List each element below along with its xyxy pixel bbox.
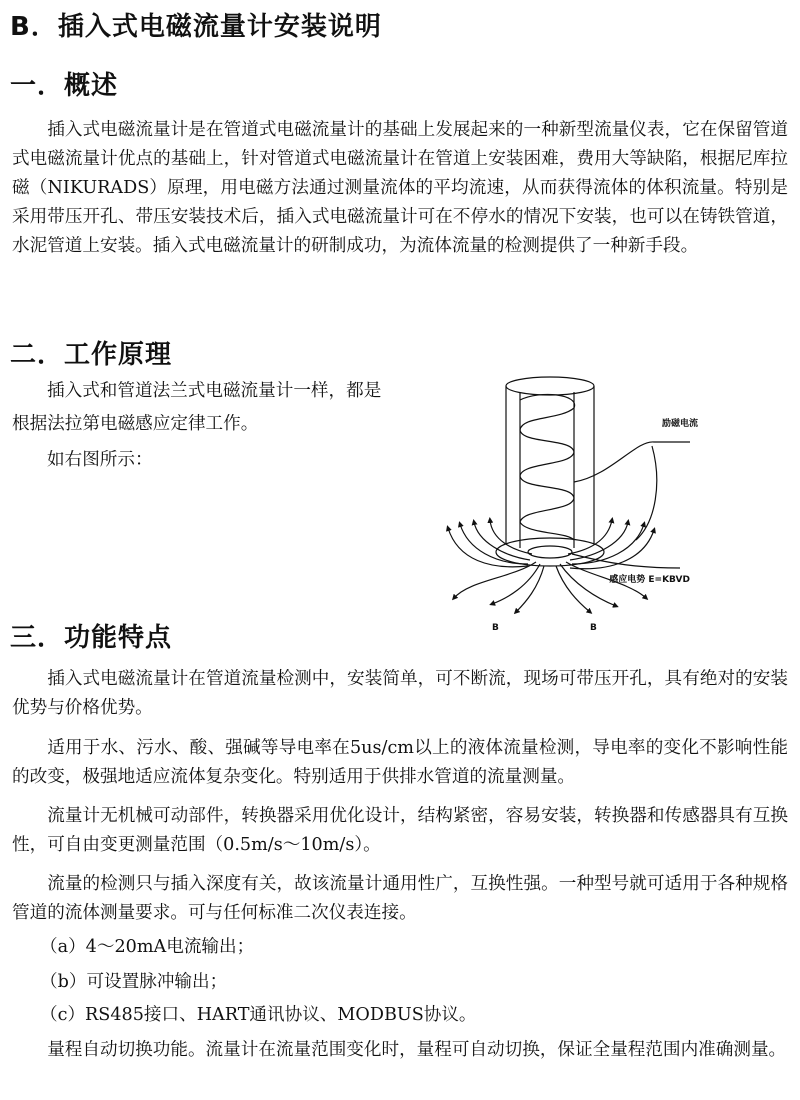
section-heading-principle: 二．工作原理	[10, 340, 173, 370]
features-paragraph-3: 流量计无机械可动部件，转换器采用优化设计，结构紧密，容易安装，转换器和传感器具有互换性，可自由变更测量范围（0.5m/s～10m/s）。	[12, 806, 788, 855]
field-line	[454, 562, 536, 598]
features-paragraph-4: 流量的检测只与插入深度有关，故该流量计通用性广，互换性强。一种型号就可适用于各种规格管道的流体测量要求。可与任何标准二次仪表连接。	[12, 874, 788, 923]
overview-paragraph: 插入式电磁流量计是在管道式电磁流量计的基础上发展起来的一种新型流量仪表，它在保留管道式电磁流量计优点的基础上，针对管道式电磁流量计在管道上安装困难，费用大等缺陷，根据尼库拉磁（NIKURADS）原理，用电磁方法通过测量流体的平均流速，从而获得流体的体积流量。特别是采用带压开孔、带压安装技术后，插入式电磁流量计可在不停水的情况下安装，也可以在铸铁管道，水泥管道上安装。插入式电磁流量计的研制成功，为流体流量的检测提供了一种新手段。	[12, 120, 788, 256]
features-paragraph-1: 插入式电磁流量计在管道流量检测中，安装简单，可不断流，现场可带压开孔，具有绝对的安装优势与价格优势。	[12, 669, 788, 718]
field-line	[516, 566, 544, 612]
features-paragraph-2: 适用于水、污水、酸、强碱等导电率在5us/cm以上的液体流量检测，导电率的变化不影响性能的改变，极强地适应流体复杂变化。特别适用于供排水管道的流量测量。	[12, 738, 788, 787]
probe-bottom-ellipse	[496, 538, 604, 566]
page-title: B．插入式电磁流量计安装说明	[10, 12, 382, 42]
principle-line-1: 插入式和管道法兰式电磁流量计一样，都是	[47, 381, 382, 401]
field-line	[448, 528, 528, 567]
principle-line-3: 如右图所示：	[47, 450, 153, 470]
electrode-ellipse	[528, 546, 572, 558]
output-item-a: （a）4～20mA电流输出；	[40, 937, 255, 957]
excitation-wire	[574, 442, 690, 482]
output-item-c: （c）RS485接口、HART通讯协议、MODBUS协议。	[40, 1005, 477, 1025]
section-heading-overview: 一．概述	[10, 71, 119, 101]
b-label-left: B	[492, 623, 499, 633]
principle-diagram	[440, 372, 700, 646]
output-item-b: （b）可设置脉冲输出；	[40, 972, 228, 992]
features-closing-paragraph: 量程自动切换功能。流量计在流量范围变化时，量程可自动切换，保证全量程范围内准确测量。	[47, 1040, 787, 1060]
probe-top-ellipse	[506, 377, 594, 395]
field-line	[560, 564, 616, 606]
coil-winding	[520, 394, 575, 540]
principle-line-2: 根据法拉第电磁感应定律工作。	[12, 414, 259, 434]
section-heading-features: 三．功能特点	[10, 623, 173, 653]
induced-emf-label: 感应电势 E=KBVD	[609, 575, 690, 585]
field-line	[492, 564, 540, 604]
b-label-right: B	[590, 623, 597, 633]
principle-diagram-svg	[440, 372, 700, 642]
excitation-current-label: 励磁电流	[662, 419, 699, 429]
